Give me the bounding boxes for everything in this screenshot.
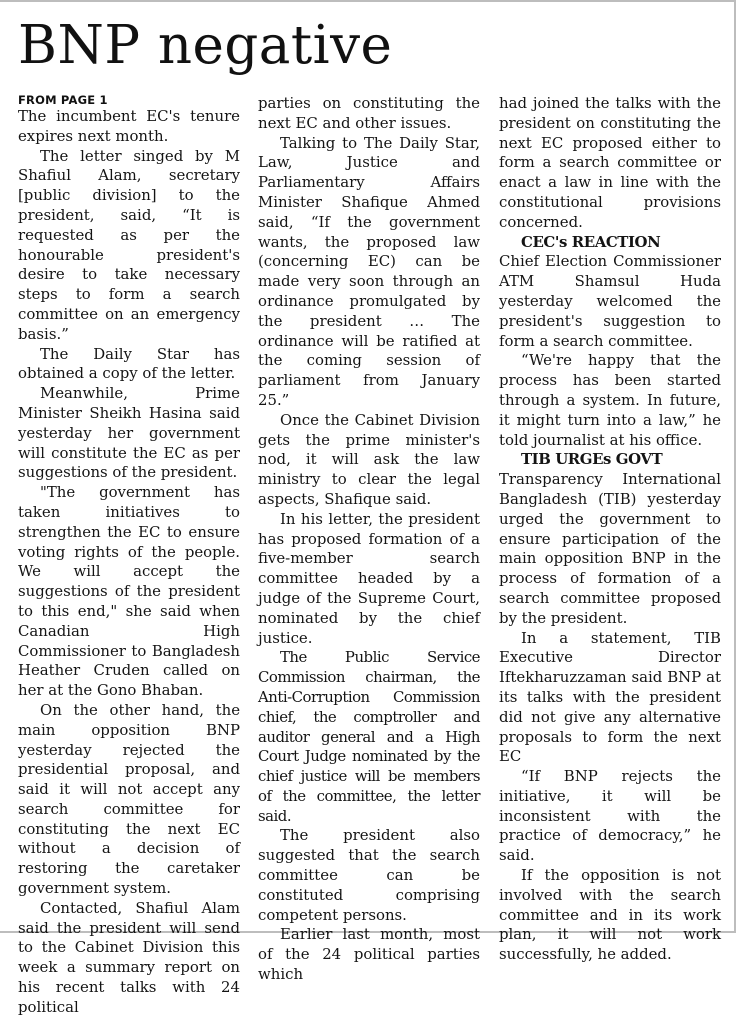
paragraph: If the opposition is not involved with the search committee and in its work plan, it will not work successfully, he added. [499,866,721,964]
paragraph: The president also suggested that the search committee can be constituted comprising competent persons. [258,826,480,924]
paragraph: The Public Service Commission chairman, the Anti-Corruption Commission chief, the comptroller and auditor general and a High Court Judge nominated by the chief justice will be members of the committee, the letter said. [258,648,480,825]
paragraph: Transparency International Bangladesh (TIB) yesterday urged the government to ensure participation of the main opposition BNP in the process of formation of a search committee proposed by the president. [499,470,721,627]
paragraph: Contacted, Shafiul Alam said the president will send to the Cabinet Division this week a summary report on his recent talks with 24 political [18,898,240,1016]
paragraph: In his letter, the president has proposed formation of a five-member search committee headed by a judge of the Supreme Court, nominated by the chief justice. [258,509,480,647]
paragraph: Chief Election Commissioner ATM Shamsul Huda yesterday welcomed the president's suggestion to form a search committee. [499,252,721,350]
paragraph: "The government has taken initiatives to strengthen the EC to ensure voting rights of the people. We will accept the suggestions of the president to this end," she said when Canadian High Commissioner to Bangladesh Heather Cruden called on her at the Gono Bhaban. [18,483,240,700]
paragraph: “We're happy that the process has been started through a system. In future, it might turn into a law,” he told journalist at his office. [499,351,721,449]
dateline: FROM PAGE 1 [18,93,108,107]
paragraph: The Daily Star has obtained a copy of the letter. [18,344,240,383]
paragraph: On the other hand, the main opposition BNP yesterday rejected the presidential proposal, and said it will not accept any search committee for constituting the next EC without a decision of restoring the caretaker government system. [18,700,240,898]
paragraph: “If BNP rejects the initiative, it will be inconsistent with the practice of democracy,” he said. [499,767,721,865]
paragraph: In a statement, TIB Executive Director Iftekharuzzaman said BNP at its talks with the president did not give any alternative proposals to form the next EC [499,628,721,766]
paragraph: Once the Cabinet Division gets the prime minister's nod, it will ask the law ministry to clear the legal aspects, Shafique said. [258,410,480,508]
paragraph: Talking to The Daily Star, Law, Justice and Parliamentary Affairs Minister Shafique Ahmed said, “If the government wants, the proposed law (concerning EC) can be made very soon through an ordinance promulgated by the president … The ordinance will be ratified at the coming session of parliament from January 25.” [258,133,480,409]
subhead-tib-urges-govt: TIB URGEs GOVT [521,450,663,469]
subhead-cec-reaction: CEC's REACTION [521,232,661,251]
paragraph: Meanwhile, Prime Minister Sheikh Hasina said yesterday her government will constitute the EC as per suggestions of the president. [18,384,240,482]
paragraph: The letter singed by M Shafiul Alam, secretary [public division] to the president, said, “It is requested as per the honourable president's desire to take necessary steps to form a search committee on an emergency basis.” [18,146,240,343]
headline: BNP negative [18,15,393,76]
paragraph: parties on constituting the next EC and other issues. [258,94,480,132]
column-2 [258,94,480,985]
paragraph: had joined the talks with the president on constituting the next EC proposed either to form a search committee or enact a law in line with the constitutional provisions concerned. [499,94,721,231]
column-3 [499,94,721,965]
paragraph: The incumbent EC's tenure expires next month. [18,107,240,145]
paragraph: Earlier last month, most of the 24 political parties which [258,925,480,984]
column-1 [18,94,240,1018]
